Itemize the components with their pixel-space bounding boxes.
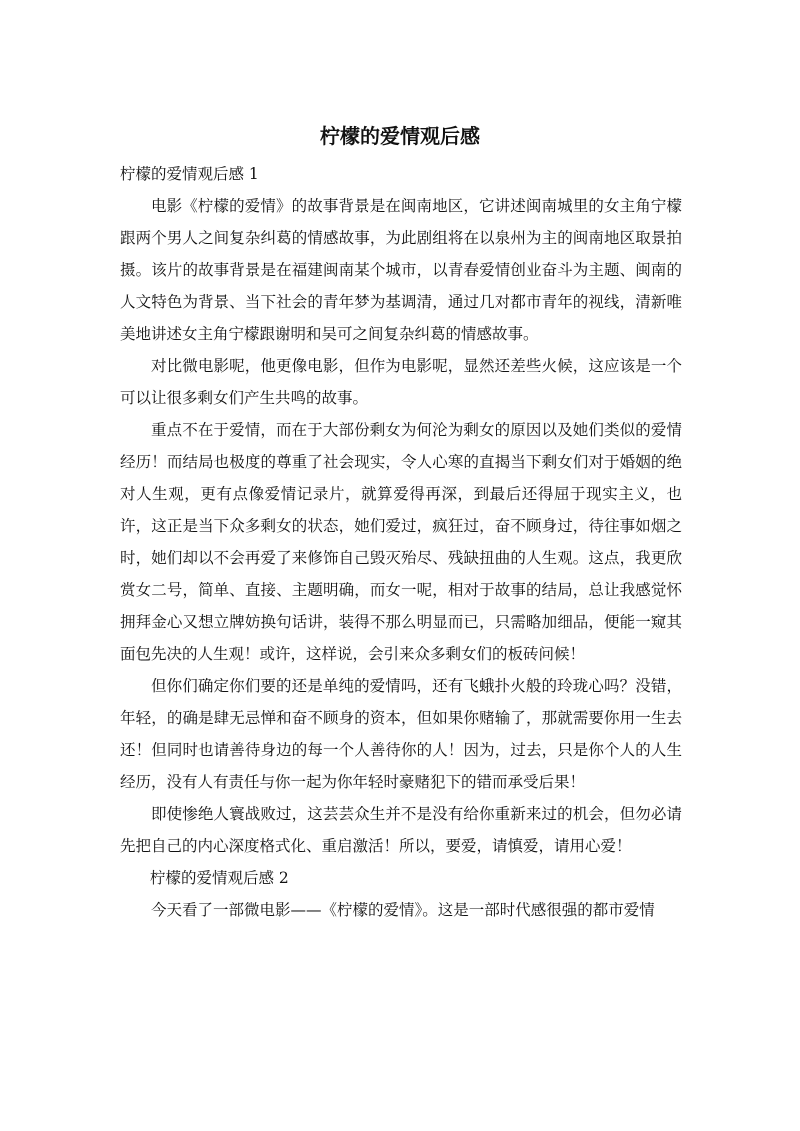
paragraph: 重点不在于爱情，而在于大部份剩女为何沦为剩女的原因以及她们类似的爱情经历！而结局也极度的尊重了社会现实，令人心寒的直揭当下剩女们对于婚姻的绝对人生观，更有点像爱情记录片，就算爱得再深，到最后还得屈于现实主义，也许，这正是当下众多剩女的状态，她们爱过，疯狂过，奋不顾身过，待往事如烟之时，她们却以不会再爱了来修饰自己毁灭殆尽、残缺扭曲的人生观。这点，我更欣赏女二号，简单、直接、主题明确，而女一呢，相对于故事的结局，总让我感觉怀拥拜金心又想立牌妨换句话讲，装得不那么明显而已，只需略加细品，便能一窥其面包先决的人生观！或许，这样说，会引来众多剩女们的板砖问候！ — [120, 421, 682, 663]
paragraph: 电影《柠檬的爱情》的故事背景是在闽南地区，它讲述闽南城里的女主角宁檬跟两个男人之间复杂纠葛的情感故事，为此剧组将在以泉州为主的闽南地区取景拍摄。该片的故事背景是在福建闽南某个城市，以青春爱情创业奋斗为主题、闽南的人文特色为背景、当下社会的青年梦为基调清，通过几对都市青年的视线，清新唯美地讲述女主角宁檬跟谢明和吴可之间复杂纠葛的情感故事。 — [120, 197, 682, 343]
paragraph: 今天看了一部微电影——《柠檬的爱情》。这是一部时代感很强的都市爱情 — [151, 901, 655, 919]
section-heading-1: 柠檬的爱情观后感 1 — [120, 165, 259, 183]
section-heading-2: 柠檬的爱情观后感 2 — [150, 869, 289, 887]
paragraph: 对比微电影呢，他更像电影，但作为电影呢，显然还差些火候，这应该是一个可以让很多剩女们产生共鸣的故事。 — [120, 357, 682, 407]
paragraph: 即使惨绝人寰战败过，这芸芸众生并不是没有给你重新来过的机会，但勿必请先把自己的内心深度格式化、重启激活！所以，要爱，请慎爱，请用心爱！ — [120, 805, 682, 855]
document-body — [120, 158, 682, 926]
document-title: 柠檬的爱情观后感 — [320, 124, 480, 148]
paragraph: 但你们确定你们要的还是单纯的爱情吗，还有飞蛾扑火般的玲珑心吗？没错，年轻，的确是肆无忌惮和奋不顾身的资本，但如果你赌输了，那就需要你用一生去还！但同时也请善待身边的每一个人善待你的人！因为，过去，只是你个人的人生经历，没有人有责任与你一起为你年轻时豪赌犯下的错而承受后果！ — [120, 677, 682, 791]
